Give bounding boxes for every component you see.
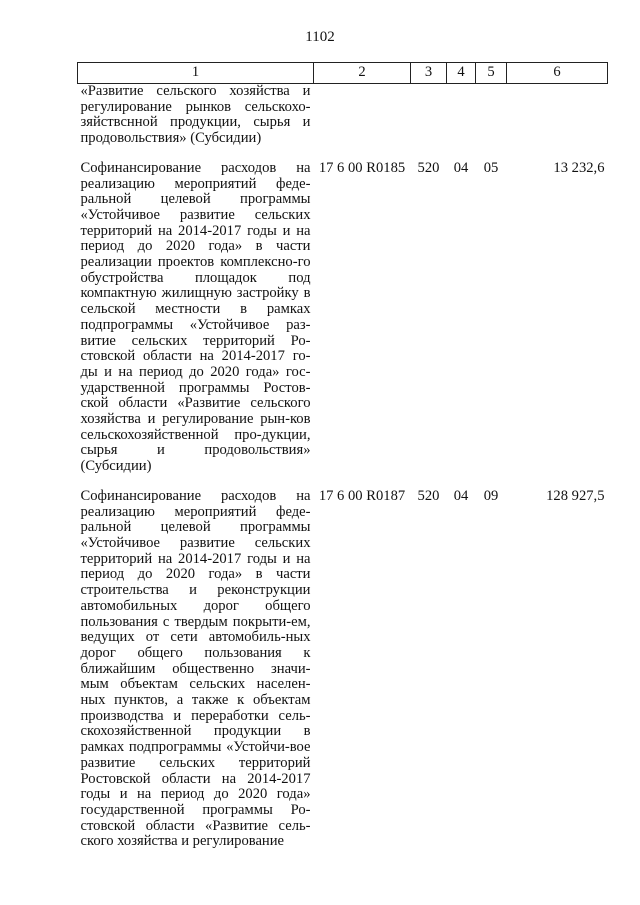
row-expense-type: 520	[417, 159, 440, 176]
column-header: 1	[78, 63, 314, 84]
budget-table	[77, 62, 608, 850]
row-target-code	[314, 84, 411, 147]
row-section	[447, 84, 476, 147]
column-header: 6	[507, 63, 608, 84]
page-number: 1102	[305, 29, 335, 45]
row-expense-type	[411, 84, 447, 147]
row-amount: 128 927,5	[546, 487, 605, 504]
row-spacer	[78, 147, 608, 161]
row-description: Софинансирование расходов на реализацию мероприятий феде-ральной целевой программы «Устойчивое развитие сельских территорий на 2014-2017 годы и на период до 2020 года» в части реализации проектов комплексно-го обустройства площадок под компактную жилищную застройку в сельской местности в рамках подпрограммы «Устойчивое раз-витие сельских территорий Ро-стовской области на 2014-2017 го-ды и на период до 2020 года» гос-ударственной программы Ростов-ской области «Развитие сельского хозяйства и регулирование рын-ков сельскохозяйственной про-дукции, сырья и продовольствия» (Субсидии)	[80, 159, 311, 475]
row-target-code: 17 6 00 R0187	[318, 487, 406, 504]
row-spacer	[78, 475, 608, 489]
row-target-code: 17 6 00 R0185	[318, 159, 406, 176]
column-header: 3	[411, 63, 447, 84]
row-subsection: 09	[483, 487, 499, 504]
table-row	[78, 489, 608, 850]
table-row	[78, 84, 608, 147]
row-section: 04	[453, 487, 469, 504]
row-subsection: 05	[483, 159, 499, 176]
row-description: «Развитие сельского хозяйства и регулирование рынков сельскохо-зяйствснной продукции, сырья и продовольствия» (Субсидии)	[80, 83, 311, 147]
row-section: 04	[453, 159, 469, 176]
column-header: 2	[314, 63, 411, 84]
row-description: Софинансирование расходов на реализацию мероприятий феде-ральной целевой программы «Устойчивое развитие сельских территорий на 2014-2017 годы и на период до 2020 года» в части строительства и реконструкции автомобильных дорог общего пользования с твердым покрыти-ем, ведущих от сети автомобиль-ных дорог общего пользования к ближайшим общественно значи-мым объектам сельских населен-ных пунктов, а также к объектам производства и переработки сель-скохозяйственной продукции в рамках подпрограммы «Устойчи-вое развитие сельских территорий Ростовской области на 2014-2017 годы и на период до 2020 года» государственной программы Ро-стовской области «Развитие сель-ского хозяйства и регулирование	[80, 487, 311, 850]
row-amount: 13 232,6	[553, 159, 605, 176]
row-subsection	[476, 84, 507, 147]
row-expense-type: 520	[417, 487, 440, 504]
table-header-row	[78, 63, 608, 84]
column-header: 4	[447, 63, 476, 84]
table-row	[78, 161, 608, 475]
column-header: 5	[476, 63, 507, 84]
row-amount	[507, 84, 608, 147]
